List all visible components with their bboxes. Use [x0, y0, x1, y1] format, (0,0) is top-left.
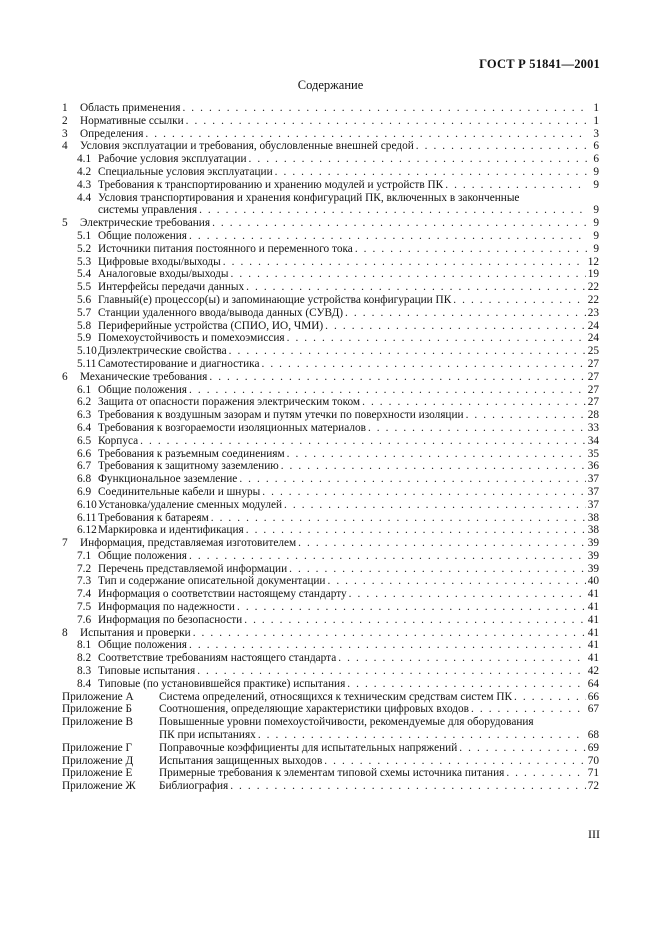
toc-leader-dots	[349, 588, 586, 601]
toc-entry	[62, 384, 599, 397]
toc-entry-number: 5.3	[77, 255, 92, 268]
toc-entry	[62, 140, 599, 153]
toc-leader-dots	[287, 332, 586, 345]
toc-entry	[62, 230, 599, 243]
toc-entry-page: 38	[587, 524, 599, 537]
toc-leader-dots	[145, 128, 587, 141]
toc-entry-page: 6	[593, 153, 599, 166]
toc-entry-number: 5.6	[77, 293, 92, 306]
toc-entry-page: 39	[587, 562, 599, 575]
toc-entry-page: 23	[587, 306, 599, 319]
toc-leader-dots	[514, 691, 586, 704]
toc-entry-title: Перечень представляемой информации	[98, 562, 288, 575]
toc-leader-dots	[338, 652, 585, 665]
toc-entry-title: Общие положения	[98, 383, 187, 396]
toc-entry-page: 1	[593, 102, 599, 114]
toc-entry-page: 70	[587, 754, 599, 767]
toc-entry-page: 39	[587, 537, 599, 550]
toc-entry-number: 6.4	[77, 421, 92, 434]
toc-leader-dots	[223, 256, 586, 269]
toc-entry	[62, 473, 599, 486]
toc-entry-page: 41	[587, 639, 599, 652]
toc-entry-page: 72	[587, 780, 599, 793]
toc-entry-page: 9	[593, 217, 599, 230]
toc-entry-page: 9	[593, 242, 599, 255]
toc-entry	[62, 435, 599, 448]
toc-entry	[62, 371, 599, 384]
toc-entry-number: 5	[62, 217, 68, 230]
toc-entry-title: Функциональное заземление	[98, 473, 238, 486]
toc-entry	[62, 550, 599, 563]
toc-entry-page: 41	[587, 601, 599, 614]
toc-entry-number: Приложение Ж	[62, 780, 136, 793]
toc-entry-title: Информация, представляемая изготовителем	[80, 537, 297, 550]
toc-entry-number: 6.2	[77, 396, 92, 409]
toc-entry-page: 41	[587, 588, 599, 601]
toc-leader-dots	[466, 409, 586, 422]
toc-entry-title: Требования к защитному заземлению	[98, 460, 279, 473]
toc-leader-dots	[362, 396, 586, 409]
toc-entry-number: 6.7	[77, 460, 92, 473]
toc-entry-number: 6	[62, 370, 68, 383]
toc-leader-dots	[347, 678, 585, 691]
toc-entry-page: 27	[587, 396, 599, 409]
toc-entry	[62, 358, 599, 371]
toc-leader-dots	[189, 384, 586, 397]
toc-entry-page: 1	[593, 114, 599, 127]
toc-entry-number: 5.2	[77, 242, 92, 255]
toc-entry	[62, 767, 599, 780]
toc-entry-number: 5.1	[77, 229, 92, 242]
toc-entry-number: 6.1	[77, 383, 92, 396]
toc-entry-page: 27	[587, 383, 599, 396]
toc-entry-title: Система определений, относящихся к техническим средствам систем ПК	[159, 690, 513, 703]
toc-entry	[62, 217, 599, 230]
toc-entry-title: Интерфейсы передачи данных	[98, 281, 245, 294]
toc-entry-title: Защита от опасности поражения электрическим током	[98, 396, 361, 409]
toc-leader-dots	[368, 422, 586, 435]
toc-entry	[62, 639, 599, 652]
toc-entry-title: Библиография	[159, 780, 229, 793]
toc-entry	[62, 396, 599, 409]
toc-entry-page: 37	[587, 485, 599, 498]
toc-leader-dots	[298, 537, 586, 550]
toc-entry	[62, 627, 599, 640]
toc-entry	[62, 652, 599, 665]
toc-entry-number: 8.4	[77, 677, 92, 690]
toc-entry	[62, 332, 599, 345]
toc-entry-number: 4.2	[77, 165, 92, 178]
toc-entry-page: 33	[587, 421, 599, 434]
toc-entry	[62, 128, 599, 141]
toc-entry-number: 8	[62, 626, 68, 639]
toc-entry-title: Аналоговые входы/выходы	[98, 268, 229, 281]
toc-entry-number: Приложение Б	[62, 703, 132, 716]
toc-entry-title: Главный(е) процессор(ы) и запоминающие устройства конфигурации ПК	[98, 293, 452, 306]
toc-entry-page: 27	[587, 370, 599, 383]
toc-leader-dots	[453, 294, 585, 307]
toc-entry-page: 38	[587, 511, 599, 524]
toc-entry	[62, 614, 599, 627]
toc-entry-title: Условия транспортирования и хранения конфигураций ПК, включенных в законченные	[98, 191, 520, 204]
toc-leader-dots	[355, 243, 587, 256]
toc-entry	[62, 268, 599, 281]
toc-entry-page: 37	[587, 498, 599, 511]
toc-entry-title: Примерные требования к элементам типовой схемы источника питания	[159, 767, 505, 780]
toc-leader-dots	[231, 268, 586, 281]
toc-entry-number: 8.1	[77, 639, 92, 652]
toc-entry-page: 66	[587, 690, 599, 703]
toc-entry-title: Типовые испытания	[98, 665, 196, 678]
toc-entry-number: 6.12	[77, 524, 97, 537]
toc-entry-title: Маркировка и идентификация	[98, 524, 244, 537]
toc-leader-dots	[209, 371, 585, 384]
toc-entry-page: 67	[587, 703, 599, 716]
toc-entry-title: Требования к воздушным зазорам и путям утечки по поверхности изоляции	[98, 409, 464, 422]
toc-entry-title: Информация по надежности	[98, 601, 235, 614]
toc-entry-title-continued: ПК при испытаниях	[159, 729, 256, 742]
toc-entry-page: 68	[587, 729, 599, 742]
toc-entry-number: 7.2	[77, 562, 92, 575]
toc-entry-number: 5.5	[77, 281, 92, 294]
toc-entry	[62, 281, 599, 294]
toc-entry-number: 8.3	[77, 665, 92, 678]
toc-entry-number: 6.5	[77, 434, 92, 447]
toc-leader-dots	[324, 755, 585, 768]
toc-entry-page: 35	[587, 447, 599, 460]
toc-entry	[62, 742, 599, 755]
toc-entry-page: 37	[587, 473, 599, 486]
toc-entry-page: 25	[587, 345, 599, 358]
toc-leader-dots	[237, 601, 586, 614]
toc-entry	[62, 166, 599, 179]
toc-entry-page: 3	[593, 127, 599, 140]
toc-entry-title: Периферийные устройства (СПИО, ИО, ЧМИ)	[98, 319, 324, 332]
toc-leader-dots	[212, 217, 587, 230]
toc-entry-number: 2	[62, 114, 68, 127]
toc-entry-title: Требования к батареям	[98, 511, 209, 524]
toc-leader-dots	[211, 512, 586, 525]
toc-leader-dots	[262, 486, 585, 499]
toc-entry-number: Приложение А	[62, 690, 134, 703]
toc-leader-dots	[246, 524, 586, 537]
toc-leader-dots	[261, 358, 585, 371]
table-of-contents	[62, 102, 599, 793]
toc-entry	[62, 537, 599, 550]
toc-entry-page: 28	[587, 409, 599, 422]
toc-entry-page: 39	[587, 549, 599, 562]
toc-entry-title: Помехоустойчивость и помехоэмиссия	[98, 332, 285, 345]
toc-leader-dots	[471, 703, 586, 716]
toc-leader-dots	[287, 448, 586, 461]
toc-leader-dots	[258, 729, 586, 742]
toc-entry	[62, 320, 599, 333]
toc-entry-number: 7.1	[77, 549, 92, 562]
toc-entry-number: 6.9	[77, 485, 92, 498]
toc-entry-title: Нормативные ссылки	[80, 114, 184, 127]
toc-entry-number: 7.4	[77, 588, 92, 601]
toc-entry-page: 22	[587, 293, 599, 306]
toc-entry-title: Установка/удаление сменных модулей	[98, 498, 283, 511]
toc-entry-number: 4.3	[77, 178, 92, 191]
toc-entry-title: Станции удаленного ввода/вывода данных (СУВД)	[98, 306, 344, 319]
toc-leader-dots	[244, 614, 585, 627]
toc-entry-page: 27	[587, 357, 599, 370]
toc-entry-page: 9	[593, 165, 599, 178]
toc-entry-title: Цифровые входы/выходы	[98, 255, 221, 268]
toc-entry-title: Повышенные уровни помехоустойчивости, рекомендуемые для оборудования	[159, 716, 534, 729]
toc-entry	[62, 703, 599, 716]
toc-leader-dots	[182, 102, 587, 115]
toc-entry-page: 40	[587, 575, 599, 588]
toc-leader-dots	[140, 435, 586, 448]
toc-entry	[62, 486, 599, 499]
toc-entry-number: 4.1	[77, 153, 92, 166]
toc-entry-number: 5.11	[77, 357, 97, 370]
toc-entry-title: Область применения	[80, 102, 181, 114]
toc-entry	[62, 524, 599, 537]
toc-entry-page: 6	[593, 140, 599, 153]
toc-entry	[62, 192, 599, 218]
toc-entry-page: 24	[587, 332, 599, 345]
toc-entry	[62, 422, 599, 435]
toc-leader-dots	[189, 639, 586, 652]
toc-entry-number: 7.6	[77, 613, 92, 626]
toc-entry	[62, 755, 599, 768]
toc-entry-number: 6.6	[77, 447, 92, 460]
toc-entry	[62, 409, 599, 422]
toc-entry	[62, 345, 599, 358]
toc-entry	[62, 115, 599, 128]
toc-entry	[62, 678, 599, 691]
toc-entry-title: Электрические требования	[80, 217, 211, 230]
toc-entry-page: 41	[587, 626, 599, 639]
toc-entry-number: 6.11	[77, 511, 97, 524]
toc-entry	[62, 499, 599, 512]
toc-entry-number: 4	[62, 140, 68, 153]
toc-leader-dots	[281, 460, 586, 473]
toc-entry-number: 6.8	[77, 473, 92, 486]
toc-leader-dots	[345, 307, 586, 320]
toc-leader-dots	[197, 665, 586, 678]
toc-entry	[62, 512, 599, 525]
toc-entry-page: 41	[587, 613, 599, 626]
toc-entry-title: Общие положения	[98, 639, 187, 652]
toc-leader-dots	[230, 780, 586, 793]
toc-entry	[62, 448, 599, 461]
toc-entry-title: Условия эксплуатации и требования, обусловленные внешней средой	[80, 140, 414, 153]
toc-entry	[62, 256, 599, 269]
toc-leader-dots	[275, 166, 587, 179]
toc-entry-number: 5.9	[77, 332, 92, 345]
toc-leader-dots	[459, 742, 585, 755]
toc-entry	[62, 780, 599, 793]
toc-entry-page: 9	[593, 229, 599, 242]
toc-entry	[62, 563, 599, 576]
toc-leader-dots	[186, 115, 587, 128]
toc-entry-number: 8.2	[77, 652, 92, 665]
toc-leader-dots	[506, 767, 585, 780]
toc-leader-dots	[249, 153, 587, 166]
toc-entry-number: Приложение В	[62, 716, 133, 729]
toc-entry-page: 36	[587, 460, 599, 473]
toc-entry	[62, 665, 599, 678]
toc-entry-number: 6.3	[77, 409, 92, 422]
toc-entry-title: Общие положения	[98, 229, 187, 242]
toc-entry	[62, 460, 599, 473]
toc-entry-title: Корпуса	[98, 434, 139, 447]
toc-leader-dots	[445, 179, 587, 192]
toc-leader-dots	[189, 230, 587, 243]
toc-entry-page: 42	[587, 665, 599, 678]
toc-entry-number: Приложение Д	[62, 754, 134, 767]
toc-entry-number: 6.10	[77, 498, 97, 511]
toc-entry-title: Соотношения, определяющие характеристики цифровых входов	[159, 703, 470, 716]
toc-entry	[62, 179, 599, 192]
toc-entry-title: Типовые (по установившейся практике) испытания	[98, 677, 346, 690]
page-folio: III	[588, 827, 600, 841]
toc-entry	[62, 153, 599, 166]
toc-entry-number: 5.8	[77, 319, 92, 332]
toc-entry	[62, 716, 599, 742]
toc-entry-number: 4.4	[77, 191, 92, 204]
toc-entry-title: Источники питания постоянного и переменного тока	[98, 242, 353, 255]
toc-entry-page: 24	[587, 319, 599, 332]
toc-entry-number: 5.4	[77, 268, 92, 281]
toc-entry-number: 5.10	[77, 345, 97, 358]
toc-entry	[62, 294, 599, 307]
toc-entry-page: 22	[587, 281, 599, 294]
toc-entry-title: Диэлектрические свойства	[98, 345, 227, 358]
toc-entry-page: 9	[593, 178, 599, 191]
standard-designation: ГОСТ Р 51841—2001	[479, 57, 600, 71]
toc-entry-number: 5.7	[77, 306, 92, 319]
toc-entry-title: Требования к возгораемости изоляционных материалов	[98, 421, 366, 434]
toc-entry-number: 7.5	[77, 601, 92, 614]
toc-entry	[62, 588, 599, 601]
toc-entry-page: 71	[587, 767, 599, 780]
toc-entry-page: 34	[587, 434, 599, 447]
toc-entry-number: Приложение Е	[62, 767, 133, 780]
toc-leader-dots	[416, 140, 587, 153]
toc-entry-title: Требования к разъемным соединениям	[98, 447, 285, 460]
toc-entry-number: Приложение Г	[62, 741, 132, 754]
page-title: Содержание	[297, 78, 364, 92]
toc-entry-number: 7	[62, 537, 68, 550]
toc-entry	[62, 601, 599, 614]
toc-entry-title: Поправочные коэффициенты для испытательных напряжений	[159, 741, 458, 754]
toc-entry-page: 69	[587, 741, 599, 754]
toc-entry-title: Испытания защищенных выходов	[159, 754, 323, 767]
toc-entry-title: Механические требования	[80, 370, 208, 383]
toc-entry-title: Требования к транспортированию и хранению модулей и устройств ПК	[98, 178, 444, 191]
toc-leader-dots	[325, 320, 586, 333]
toc-entry-title: Определения	[80, 127, 144, 140]
toc-leader-dots	[193, 627, 586, 640]
toc-entry	[62, 243, 599, 256]
toc-entry-number: 1	[62, 102, 68, 114]
toc-entry-title: Испытания и проверки	[80, 626, 191, 639]
toc-entry-title-continued: системы управления	[98, 204, 198, 217]
toc-entry-page: 9	[593, 204, 599, 217]
toc-entry-number: 3	[62, 127, 68, 140]
toc-entry	[62, 691, 599, 704]
toc-leader-dots	[327, 575, 585, 588]
toc-leader-dots	[199, 204, 587, 217]
toc-entry-page: 64	[587, 677, 599, 690]
toc-leader-dots	[189, 550, 586, 563]
toc-entry-title: Специальные условия эксплуатации	[98, 165, 273, 178]
toc-entry-title: Общие положения	[98, 549, 187, 562]
toc-entry-page: 12	[587, 255, 599, 268]
toc-entry-title: Информация о соответствии настоящему стандарту	[98, 588, 347, 601]
toc-entry-title: Самотестирование и диагностика	[98, 357, 260, 370]
toc-entry-title: Соединительные кабели и шнуры	[98, 485, 261, 498]
toc-leader-dots	[289, 563, 586, 576]
toc-entry-page: 41	[587, 652, 599, 665]
toc-entry-title: Соответствие требованиям настоящего стандарта	[98, 652, 337, 665]
toc-entry-title: Тип и содержание описательной документации	[98, 575, 326, 588]
toc-entry-page: 19	[587, 268, 599, 281]
toc-leader-dots	[239, 473, 585, 486]
toc-leader-dots	[229, 345, 586, 358]
toc-entry-number: 7.3	[77, 575, 92, 588]
toc-entry	[62, 575, 599, 588]
toc-entry	[62, 307, 599, 320]
toc-leader-dots	[284, 499, 586, 512]
toc-entry-title: Рабочие условия эксплуатации	[98, 153, 247, 166]
toc-leader-dots	[246, 281, 586, 294]
toc-entry-title: Информация по безопасности	[98, 613, 243, 626]
toc-entry	[62, 102, 599, 115]
